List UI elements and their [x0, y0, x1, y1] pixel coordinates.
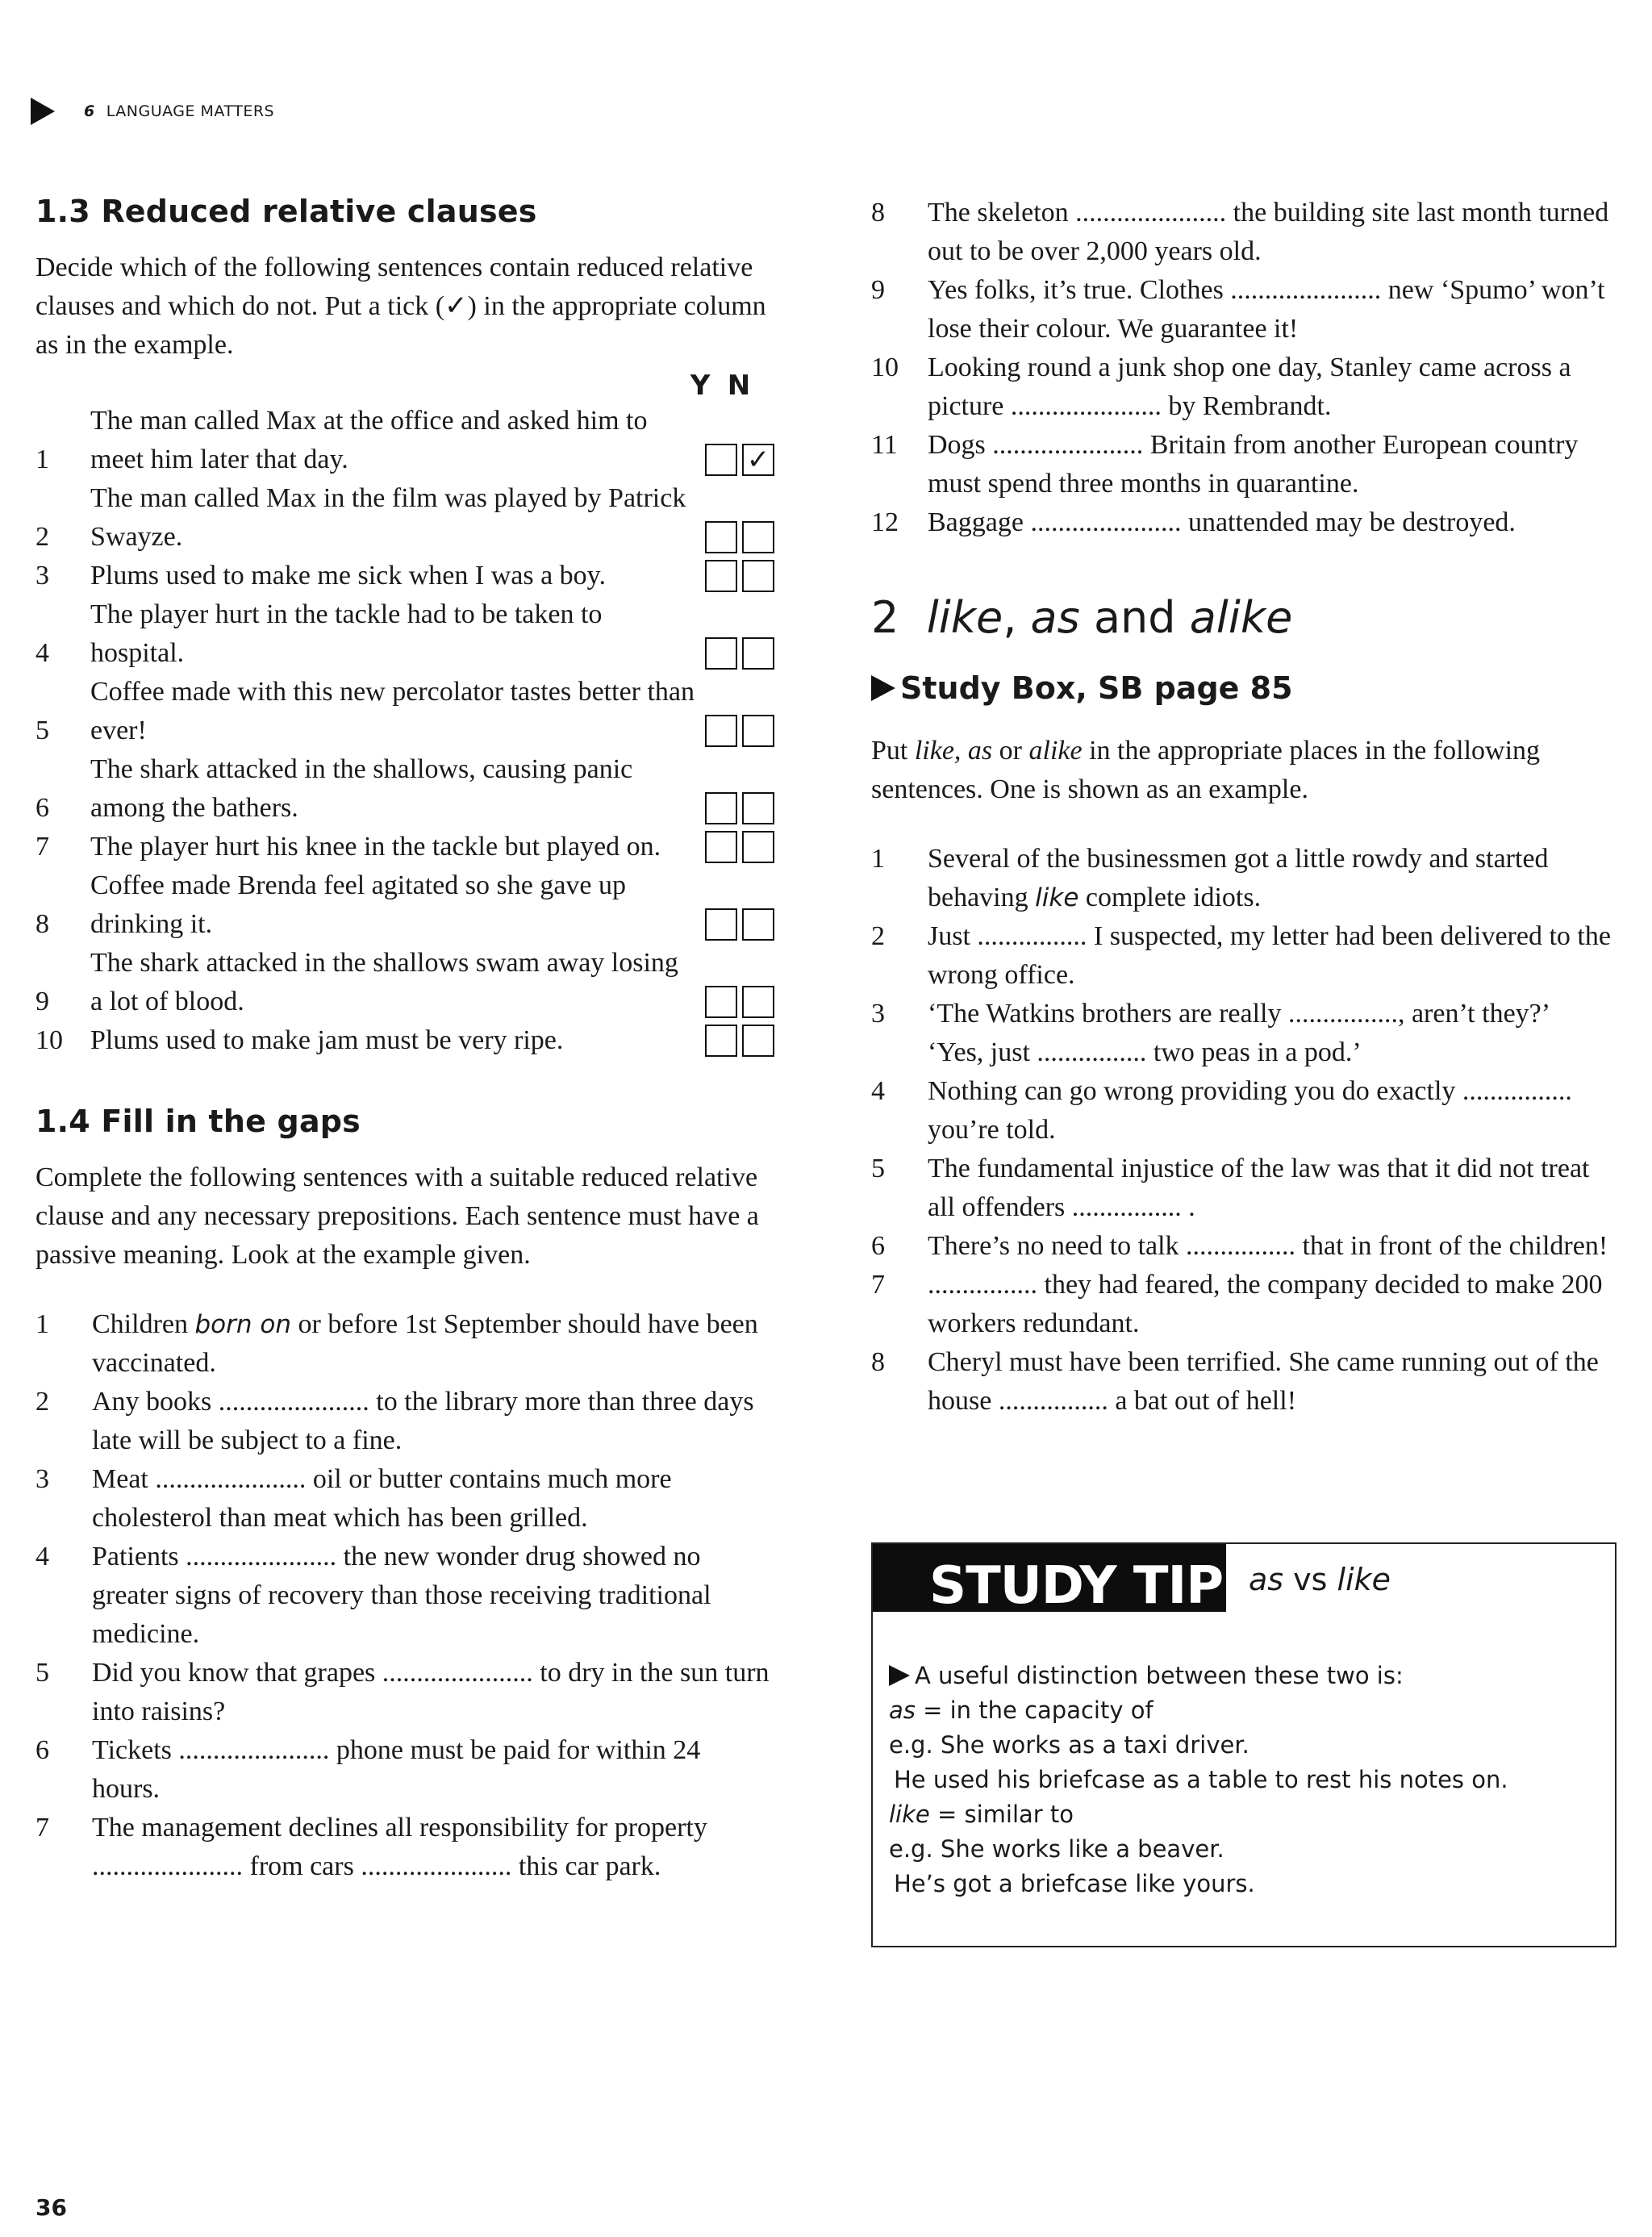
study-tip-body: A useful distinction between these two is: as = in the capacity of e.g. She works as a taxi driver. He used his briefcase as a table to rest his notes on. like = similar to e.g. She works like a beaver. He’s got a briefcase like yours.	[889, 1662, 1508, 1897]
checkbox-y[interactable]	[705, 831, 737, 863]
list-item: 11 Dogs ...................... Britain from another European country must spend three months in quarantine.	[871, 430, 1579, 499]
column-n-label: N	[727, 369, 751, 402]
left-column	[35, 194, 774, 1886]
checkbox-n[interactable]	[742, 792, 774, 824]
list-item: 10 Looking round a junk shop one day, Stanley came across a picture ...................... by Rembrandt.	[871, 353, 1571, 421]
list-item: 8 The skeleton ...................... the building site last month turned out to be over 2,000 years old.	[871, 198, 1609, 266]
checkbox-y[interactable]	[705, 637, 737, 670]
fill-gaps-list-continued	[871, 194, 1620, 542]
right-column	[871, 194, 1620, 1421]
checkbox-n[interactable]	[742, 908, 774, 941]
example-answer: born on	[194, 1310, 291, 1339]
list-item: 3 ‘The Watkins brothers are really ................, aren’t they?’ ‘Yes, just ................ two peas in a pod.’	[871, 999, 1551, 1067]
list-item: 2 Any books ...................... to the library more than three days late will be subject to a fine.	[35, 1387, 754, 1455]
list-item: 3 Meat ...................... oil or butter contains much more cholesterol than meat which has been grilled.	[35, 1464, 672, 1533]
example-answer: like	[1035, 883, 1079, 912]
checkbox-y[interactable]	[705, 1025, 737, 1057]
chapter-title	[84, 102, 274, 120]
list-item: 10 Plums used to make jam must be very ripe.	[35, 1021, 774, 1060]
page-number: 36	[35, 2194, 67, 2221]
list-item: 2 The man called Max in the film was played by Patrick Swayze.	[35, 479, 774, 557]
study-box-reference: Study Box, SB page 85	[871, 670, 1620, 706]
checkbox-y[interactable]	[705, 908, 737, 941]
list-item: 4 Patients ...................... the new wonder drug showed no greater signs of recovery than those receiving traditional medicine.	[35, 1542, 711, 1649]
list-item: 6 There’s no need to talk ................ that in front of the children!	[871, 1231, 1608, 1261]
list-item: 7 The management declines all responsibility for property ...................... from cars ...................... this car park.	[35, 1813, 707, 1881]
list-item: 9 The shark attacked in the shallows swam away losing a lot of blood.	[35, 944, 774, 1021]
play-triangle-icon	[889, 1665, 910, 1686]
yn-column-header	[35, 369, 774, 402]
list-item: 6 Tickets ...................... phone must be paid for within 24 hours.	[35, 1735, 701, 1804]
list-item: 4 The player hurt in the tackle had to be taken to hospital.	[35, 595, 774, 673]
section-1-3-title: 1.3 Reduced relative clauses	[35, 194, 537, 229]
running-header	[31, 95, 274, 127]
list-item: 1 The man called Max at the office and asked him to meet him later that day. ✓	[35, 402, 774, 479]
play-triangle-icon	[31, 98, 55, 125]
checkbox-y[interactable]	[705, 792, 737, 824]
section-2-title: 2 like, as and alike	[871, 592, 1293, 643]
column-y-label: Y	[690, 369, 711, 402]
section-1-4-title: 1.4 Fill in the gaps	[35, 1104, 361, 1139]
list-item: 5 Coffee made with this new percolator tastes better than ever!	[35, 673, 774, 750]
play-triangle-icon	[871, 675, 895, 701]
checkbox-n[interactable]	[742, 831, 774, 863]
list-item: 7 ................ they had feared, the company decided to make 200 workers redundant.	[871, 1270, 1603, 1338]
list-item: 8 Cheryl must have been terrified. She came running out of the house ................ a bat out of hell!	[871, 1347, 1599, 1416]
list-item: 3 Plums used to make me sick when I was a boy.	[35, 557, 774, 595]
list-item: 5 Did you know that grapes ...................... to dry in the sun turn into raisins?	[35, 1658, 770, 1726]
list-item: 12 Baggage ...................... unattended may be destroyed.	[871, 507, 1516, 537]
like-as-alike-list	[871, 840, 1620, 1421]
yn-exercise-list	[35, 402, 774, 1060]
checkbox-n[interactable]	[742, 521, 774, 553]
fill-gaps-list	[35, 1305, 774, 1886]
section-2-instructions: Put like, as or alike in the appropriate places in the following sentences. One is shown as an example.	[871, 736, 1541, 804]
list-item: 7 The player hurt his knee in the tackle but played on.	[35, 828, 774, 866]
study-tip-banner: STUDY TIP	[873, 1544, 1226, 1612]
list-item: 2 Just ................ I suspected, my letter had been delivered to the wrong office.	[871, 921, 1611, 990]
checkbox-n[interactable]	[742, 1025, 774, 1057]
checkbox-n[interactable]: ✓	[742, 444, 774, 476]
checkbox-y[interactable]	[705, 986, 737, 1018]
list-item: 1 Several of the businessmen got a little rowdy and started behaving like complete idiots.	[871, 844, 1549, 912]
list-item: 1 Children born on or before 1st September should have been vaccinated.	[35, 1309, 758, 1378]
study-tip-title: as vs like	[1249, 1562, 1391, 1597]
section-1-3-instructions: Decide which of the following sentences contain reduced relative clauses and which do not. Put a tick (✓) in the appropriate column as in the example.	[35, 252, 766, 360]
checkbox-y[interactable]	[705, 560, 737, 592]
section-1-4-instructions: Complete the following sentences with a suitable reduced relative clause and any necessary prepositions. Each sentence must have a passive meaning. Look at the example given.	[35, 1162, 759, 1270]
list-item: 4 Nothing can go wrong providing you do exactly ................ you’re told.	[871, 1076, 1572, 1145]
checkbox-n[interactable]	[742, 986, 774, 1018]
checkbox-y[interactable]	[705, 715, 737, 747]
chapter-number: 6	[84, 102, 95, 120]
checkbox-y[interactable]	[705, 444, 737, 476]
list-item: 6 The shark attacked in the shallows, causing panic among the bathers.	[35, 750, 774, 828]
list-item: 9 Yes folks, it’s true. Clothes ...................... new ‘Spumo’ won’t lose their colour. We guarantee it!	[871, 275, 1605, 344]
list-item: 8 Coffee made Brenda feel agitated so she gave up drinking it.	[35, 866, 774, 944]
checkbox-y[interactable]	[705, 521, 737, 553]
checkbox-n[interactable]	[742, 715, 774, 747]
checkbox-n[interactable]	[742, 560, 774, 592]
chapter-title-text: LANGUAGE MATTERS	[106, 102, 275, 120]
list-item: 5 The fundamental injustice of the law was that it did not treat all offenders ................ .	[871, 1154, 1590, 1222]
checkbox-n[interactable]	[742, 637, 774, 670]
study-tip-box	[871, 1542, 1617, 1947]
